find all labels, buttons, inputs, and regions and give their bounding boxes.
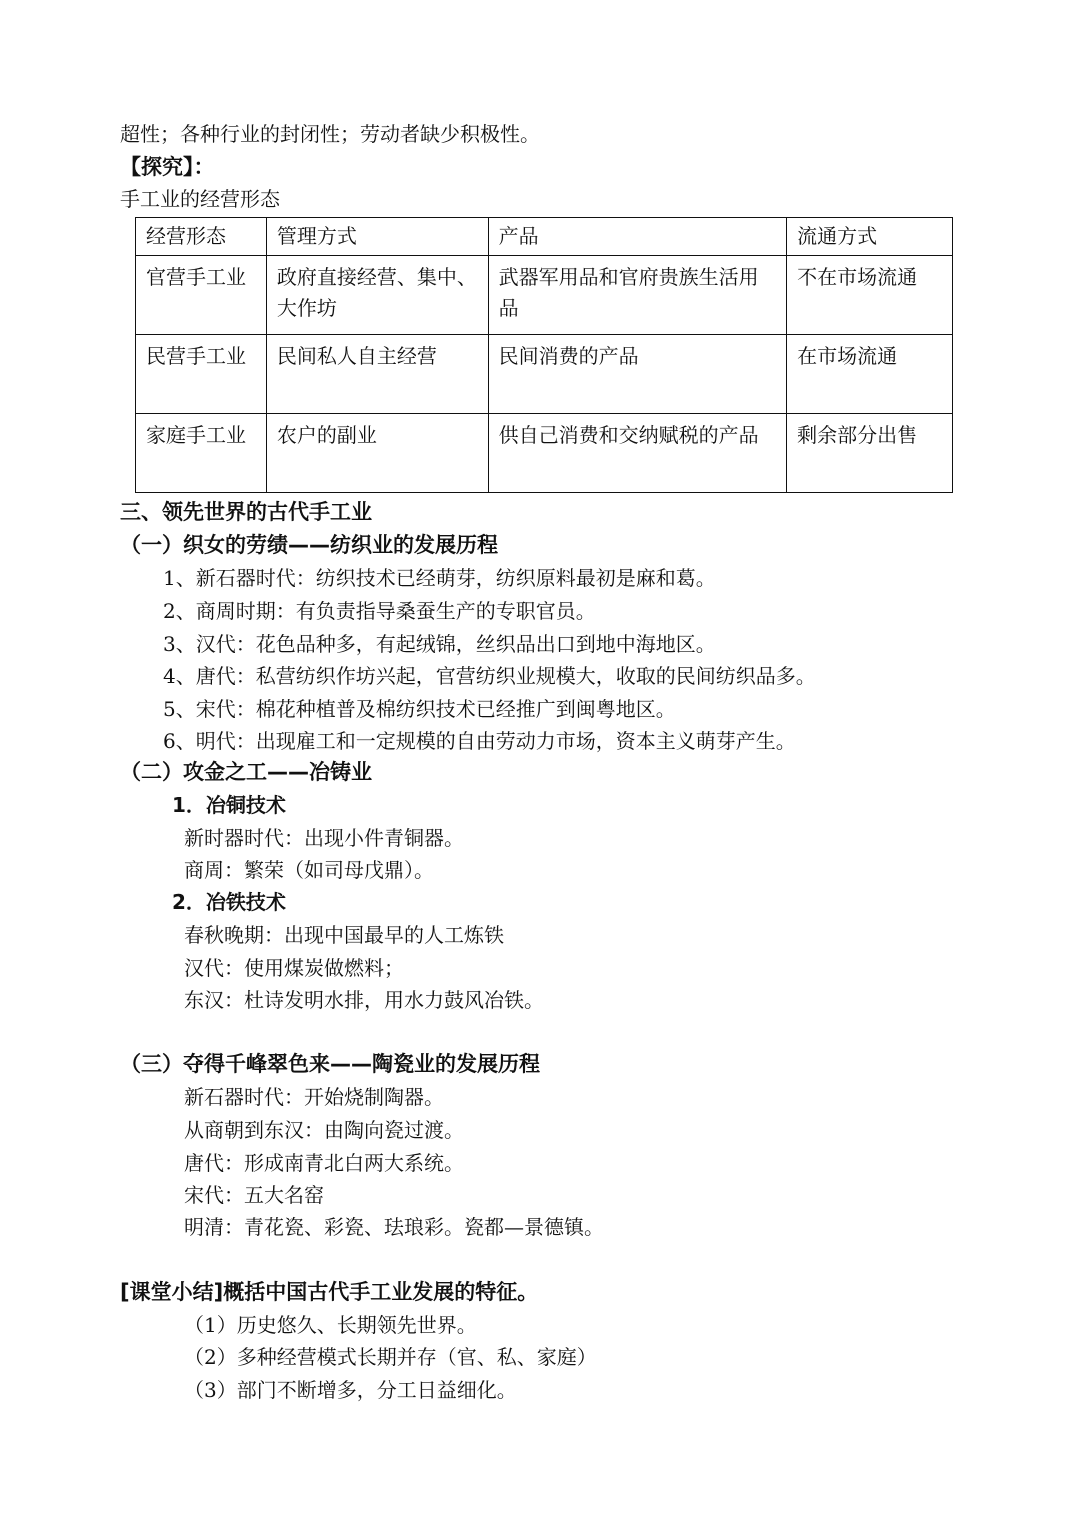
textile-heading: （一）织女的劳绩——纺织业的发展历程 [120, 533, 498, 557]
summary-heading: [课堂小结]概括中国古代手工业发展的特征。 [120, 1280, 539, 1304]
list-item: 5、宋代：棉花种植普及棉纺织技术已经推广到闽粤地区。 [163, 697, 676, 721]
table-cell: 在市场流通 [787, 335, 953, 414]
table-caption: 手工业的经营形态 [120, 187, 280, 211]
list-item: 从商朝到东汉：由陶向瓷过渡。 [184, 1118, 464, 1142]
list-item: 新石器时代：开始烧制陶器。 [184, 1085, 444, 1109]
table-cell: 民间私人自主经营 [266, 335, 488, 414]
list-item: 4、唐代：私营纺织作坊兴起，官营纺织业规模大，收取的民间纺织品多。 [163, 664, 816, 688]
list-item: （1）历史悠久、长期领先世界。 [184, 1313, 477, 1337]
iron-title: 2．冶铁技术 [172, 890, 286, 914]
table-cell: 剩余部分出售 [787, 414, 953, 493]
table-cell: 官营手工业 [136, 256, 267, 335]
table-header-cell: 管理方式 [266, 218, 488, 256]
list-item: 明清：青花瓷、彩瓷、珐琅彩。瓷都—景德镇。 [184, 1215, 604, 1239]
table-cell: 民营手工业 [136, 335, 267, 414]
metal-heading: （二）攻金之工——冶铸业 [120, 760, 372, 784]
list-item: （2）多种经营模式长期并存（官、私、家庭） [184, 1345, 597, 1369]
list-item: 商周：繁荣（如司母戊鼎）。 [184, 858, 434, 882]
list-item: 1、新石器时代：纺织技术已经萌芽，纺织原料最初是麻和葛。 [163, 566, 716, 590]
list-item: （3）部门不断增多，分工日益细化。 [184, 1378, 517, 1402]
explore-heading: 【探究】： [120, 155, 215, 179]
list-item: 3、汉代：花色品种多，有起绒锦，丝织品出口到地中海地区。 [163, 632, 716, 656]
list-item: 6、明代：出现雇工和一定规模的自由劳动力市场，资本主义萌芽产生。 [163, 729, 796, 753]
ceramics-heading: （三）夺得千峰翠色来——陶瓷业的发展历程 [120, 1052, 540, 1076]
list-item: 宋代：五大名窑 [184, 1183, 324, 1207]
table-header-row [136, 218, 953, 256]
table-cell: 家庭手工业 [136, 414, 267, 493]
list-item: 东汉：杜诗发明水排，用水力鼓风冶铁。 [184, 988, 544, 1012]
list-item: 春秋晚期：出现中国最早的人工炼铁 [184, 923, 504, 947]
continued-paragraph: 超性；各种行业的封闭性；劳动者缺少积极性。 [120, 122, 540, 146]
list-item: 2、商周时期：有负责指导桑蚕生产的专职官员。 [163, 599, 596, 623]
copper-title: 1．冶铜技术 [172, 793, 286, 817]
table-cell: 武器军用品和官府贵族生活用品 [488, 256, 787, 335]
section-title: 三、领先世界的古代手工业 [120, 500, 372, 524]
table-header-cell: 产品 [488, 218, 787, 256]
table-header-cell: 流通方式 [787, 218, 953, 256]
table-cell: 不在市场流通 [787, 256, 953, 335]
craft-forms-table [135, 217, 953, 493]
list-item: 汉代：使用煤炭做燃料； [184, 956, 404, 980]
table-row [136, 256, 953, 335]
table-row [136, 335, 953, 414]
list-item: 唐代：形成南青北白两大系统。 [184, 1151, 464, 1175]
table-cell: 民间消费的产品 [488, 335, 787, 414]
list-item: 新时器时代：出现小件青铜器。 [184, 826, 464, 850]
table-row [136, 414, 953, 493]
table-cell: 政府直接经营、集中、大作坊 [266, 256, 488, 335]
table-cell: 供自己消费和交纳赋税的产品 [488, 414, 787, 493]
table-header-cell: 经营形态 [136, 218, 267, 256]
table-cell: 农户的副业 [266, 414, 488, 493]
